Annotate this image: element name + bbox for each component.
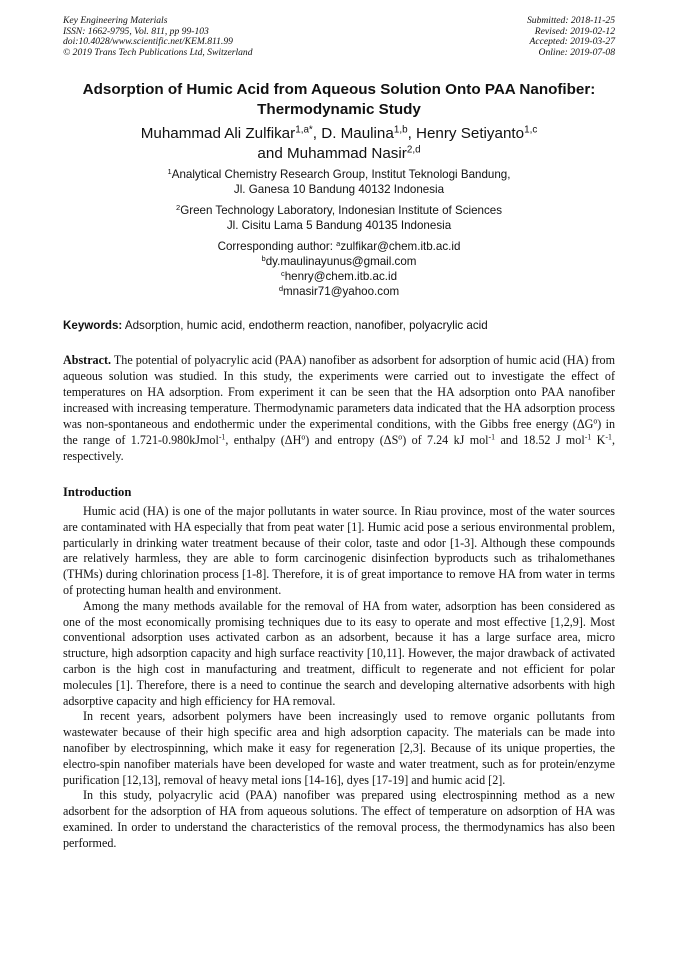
email-marker: c [280, 268, 285, 278]
author-name: Muhammad Nasir [286, 145, 407, 162]
corresponding-author [40, 239, 638, 254]
degree-marker: o [593, 416, 598, 426]
author-line-2 [40, 144, 638, 164]
affiliation-line [40, 203, 638, 218]
abstract-text: , respectively. [63, 433, 615, 463]
abstract-label: Abstract. [63, 353, 112, 367]
degree-marker: o [398, 432, 403, 442]
author-conjunction: and [257, 145, 287, 162]
corresponding-label: Corresponding author: [217, 240, 337, 253]
email-link[interactable]: zulfikar@chem.itb.ac.id [340, 240, 461, 253]
date-revised: Revised: 2019-02-12 [534, 25, 615, 37]
author-name: D. Maulina [321, 125, 394, 142]
abstract-text: and 18.52 J mol [495, 433, 585, 447]
author-line-1 [40, 124, 638, 144]
email-marker: d [278, 283, 284, 293]
paper-title [40, 80, 638, 120]
email-line [40, 269, 638, 284]
degree-marker: o [301, 432, 306, 442]
author-affiliation-marker: 1,b [393, 124, 408, 136]
exponent: -1 [605, 432, 612, 442]
author-separator: , [312, 125, 322, 142]
affiliation-marker: 1 [167, 166, 172, 176]
author-separator: , [407, 125, 417, 142]
affiliation-address: Jl. Cisitu Lama 5 Bandung 40135 Indonesia [226, 219, 452, 232]
keywords-text: Adsorption, humic acid, endotherm reaction, nanofiber, polyacrylic acid [122, 319, 488, 332]
date-accepted: Accepted: 2019-03-27 [529, 36, 615, 48]
contact-emails [40, 239, 638, 299]
exponent: -1 [488, 432, 496, 442]
abstract-text: , enthalpy (ΔH [225, 433, 302, 447]
exponent: -1 [584, 432, 592, 442]
email-marker: b [261, 253, 266, 263]
introduction-body [63, 504, 615, 852]
author-name: Muhammad Ali Zulfikar [140, 125, 296, 142]
abstract [63, 352, 615, 464]
journal-doi: doi:10.4028/www.scientific.net/KEM.811.99 [63, 36, 233, 48]
author-list [40, 124, 638, 164]
affiliation-2 [40, 203, 638, 233]
journal-issn: ISSN: 1662-9795, Vol. 811, pp 99-103 [63, 25, 209, 37]
email-line [40, 254, 638, 269]
affiliation-address: Jl. Ganesa 10 Bandung 40132 Indonesia [233, 183, 445, 196]
journal-info [63, 16, 253, 58]
keywords [63, 318, 623, 333]
title-line-1: Adsorption of Humic Acid from Aqueous Solution Onto PAA Nanofiber: [82, 81, 596, 98]
title-line-2: Thermodynamic Study [257, 101, 421, 118]
date-online: Online: 2019-07-08 [538, 46, 615, 58]
abstract-text: ) and entropy (ΔS [305, 433, 399, 447]
paragraph: Humic acid (HA) is one of the major pollutants in water source. In Riau province, most of the water sources are contaminated with HA especially that from peat water [1]. Humic acid pose a serious environmental problem, particularly in drinking water treatment because of their color, taste and odor [1-3]. Although these compounds are relatively harmless, they are able to form carcinogenic disinfection byproducts such as trihalomethanes (THMs) during chlorination process [1-8]. Therefore, it is of great importance to remove HA from water in terms of protecting human health and environment. [63, 504, 615, 597]
affiliation-line [40, 167, 638, 182]
email-marker: a [336, 238, 341, 248]
abstract-text: K [591, 433, 606, 447]
author-affiliation-marker: 1,c [524, 124, 538, 136]
email-link[interactable]: dy.maulinayunus@gmail.com [265, 255, 417, 268]
paragraph: In this study, polyacrylic acid (PAA) nanofiber was prepared using electrospinning method as a new adsorbent for the adsorption of HA from aqueous solutions. The effect of temperature on adsorption of HA was examined. In order to understand the characteristics of the removal process, the thermodynamics has also been performed. [63, 788, 615, 850]
affiliation-text: Green Technology Laboratory, Indonesian Institute of Sciences [180, 204, 503, 217]
abstract-text: The potential of polyacrylic acid (PAA) nanofiber as adsorbent for adsorption of humic acid (HA) from aqueous solution was studied. In this study, the experiments were carried out to investigate the effect of temperatures on HA adsorption. From experiment it can be seen that the HA adsorption onto PAA nanofiber increased with increasing temperature. Thermodynamic parameters data indicated that the HA adsorption process was non-spontaneous and endothermic under the experimental conditions, with the Gibbs free energy (ΔG [63, 353, 615, 431]
paragraph: Among the many methods available for the removal of HA from water, adsorption has been considered as one of the most economically promising techniques due to its easy to operate and most effective [1,2,9]. Most conventional adsorption uses activated carbon as an adsorbent, because it has a large surface area, micro structure, high adsorption capacity and high surface reactivity [10,11]. However, the major drawback of activated carbon is the high cost in manufacturing and treatment, difficult to regenerate and not efficient for polar molecules [1]. Therefore, there is a need to continue the search and developing alternative adsorbents with high adsorptive capacity and high efficiency for HA removal. [63, 598, 615, 708]
keywords-label: Keywords: [63, 319, 123, 332]
date-submitted: Submitted: 2018-11-25 [526, 15, 615, 26]
email-link[interactable]: henry@chem.itb.ac.id [284, 270, 398, 283]
affiliation-marker: 2 [175, 202, 181, 212]
journal-name: Key Engineering Materials [63, 15, 168, 26]
paragraph: In recent years, adsorbent polymers have been increasingly used to remove organic pollutants from wastewater because of their high specific area and high adsorption capacity. The materials can be made into nanofiber by electrospinning, which make it easy for regeneration [2,3]. Because of its unique properties, the electro-spin nanofiber materials have been developed for waste and water treatment, such as for protein/enzyme purification [12,13], removal of heavy metal ions [14-16], dyes [17-19] and humic acid [2]. [63, 709, 615, 787]
exponent: -1 [218, 432, 226, 442]
journal-copyright: © 2019 Trans Tech Publications Ltd, Switzerland [63, 46, 253, 58]
affiliation-text: Analytical Chemistry Research Group, Institut Teknologi Bandung, [171, 168, 511, 181]
email-link[interactable]: mnasir71@yahoo.com [283, 285, 400, 298]
affiliation-1 [40, 167, 638, 197]
author-affiliation-marker: 2,d [406, 144, 421, 156]
section-heading-introduction: Introduction [63, 485, 132, 499]
author-name: Henry Setiyanto [416, 125, 525, 142]
publication-dates [527, 16, 615, 58]
author-affiliation-marker: 1,a* [295, 124, 313, 136]
abstract-text: ) of 7.24 kJ mol [402, 433, 489, 447]
abstract-text: ) in the range of 1.721-0.980kJmol [63, 417, 615, 447]
email-line [40, 284, 638, 299]
